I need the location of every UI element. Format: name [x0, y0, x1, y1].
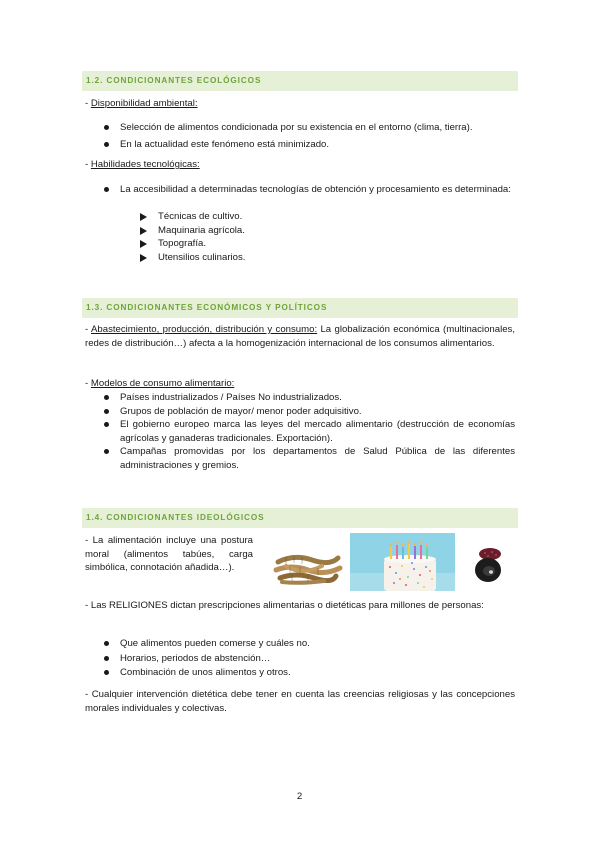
list-item: [100, 445, 515, 472]
list-item: [100, 405, 515, 419]
dash: -: [85, 98, 91, 109]
list-item-text: En la actualidad este fenómeno está minimizado.: [120, 138, 330, 150]
list-item-text: Horarios, periodos de abstención…: [120, 652, 271, 664]
bullet-icon: [104, 422, 109, 427]
bullet-icon: [104, 656, 109, 661]
habilidades-title: [85, 158, 515, 172]
modelos-label: Modelos de consumo alimentario:: [90, 378, 235, 389]
list-item: [100, 666, 515, 680]
list-item-text: Campañas promovidas por los departamentos de Salud Pública de las diferentes administraciones y gremios.: [120, 446, 515, 471]
list-item-text: El gobierno europeo marca las leyes del mercado alimentario (destrucción de economías agrícolas y ganaderas tradicionales. Exportación).: [120, 419, 515, 444]
sublist-item: [138, 210, 245, 224]
birthday-cake-image: [350, 533, 455, 591]
list-item-text: Grupos de población de mayor/ menor poder adquisitivo.: [120, 405, 362, 417]
list-item-text: Combinación de unos alimentos y otros.: [120, 667, 291, 679]
sublist-item: [138, 251, 245, 265]
bullet-icon: [104, 142, 109, 147]
sublist-item: [138, 224, 245, 238]
bullet-icon: [104, 449, 109, 454]
arrow-bullet-icon: [140, 213, 147, 221]
bullet-icon: [104, 187, 109, 192]
list-item: [100, 652, 515, 666]
bullet-icon: [104, 125, 109, 130]
arrow-bullet-icon: [140, 227, 147, 235]
sublist-item-text: Maquinaria agrícola.: [158, 224, 245, 236]
arrow-bullet-icon: [140, 254, 147, 262]
abastecimiento-label: Abastecimiento, producción, distribución y consumo:: [91, 324, 318, 335]
sublist-item-text: Utensilios culinarios.: [158, 251, 246, 263]
religiones-paragraph: - Las RELIGIONES dictan prescripciones alimentarias o dietéticas para millones de personas:: [85, 600, 484, 611]
list-item: [100, 183, 515, 197]
abastecimiento-text: La globalización económica (multinacionales, redes de distribución…) afecta a la homogenización internacional de los consumos alimentarios.: [85, 324, 516, 349]
section-heading-1-2: 1.2. CONDICIONANTES ECOLÓGICOS: [82, 71, 518, 91]
list-item: [100, 637, 515, 651]
disponibilidad-label: Disponibilidad ambiental:: [90, 98, 198, 109]
list-item: [100, 138, 515, 152]
insect-larvae-image: [272, 548, 344, 588]
bullet-icon: [104, 395, 109, 400]
bullet-icon: [104, 670, 109, 675]
list-item-text: La accesibilidad a determinadas tecnologías de obtención y procesamiento es determinada:: [120, 184, 511, 195]
list-item-text: Selección de alimentos condicionada por su existencia en el entorno (clima, tierra).: [120, 122, 473, 133]
bullet-icon: [104, 409, 109, 414]
habilidades-label: Habilidades tecnológicas:: [90, 159, 200, 170]
sublist-item: [138, 237, 245, 251]
sublist-item-text: Técnicas de cultivo.: [158, 211, 243, 222]
modelos-list: [100, 391, 515, 473]
dash: -: [85, 324, 92, 335]
list-item-text: Que alimentos pueden comerse y cuáles no.: [120, 638, 310, 649]
final-paragraph: - Cualquier intervención dietética debe tener en cuenta las creencias religiosas y las concepciones morales individuales y colectivas.: [85, 689, 515, 714]
page-number: 2: [296, 791, 303, 802]
section-heading-1-4: 1.4. CONDICIONANTES IDEOLÓGICOS: [82, 508, 518, 528]
disponibilidad-title: [85, 97, 515, 111]
dash: -: [85, 159, 91, 170]
habilidades-list: [100, 183, 515, 197]
dash: -: [85, 378, 91, 389]
abastecimiento-paragraph: [85, 323, 515, 350]
list-item: [100, 121, 515, 135]
habilidades-sublist: [138, 210, 245, 264]
list-item: [100, 418, 515, 445]
list-item-text: Países industrializados / Países No industrializados.: [120, 392, 342, 403]
disponibilidad-list: [100, 121, 515, 151]
religiones-list: [100, 637, 515, 680]
section-heading-1-3: 1.3. CONDICIONANTES ECONÓMICOS Y POLÍTICOS: [82, 298, 518, 318]
arrow-bullet-icon: [140, 240, 147, 248]
list-item: [100, 391, 515, 405]
bullet-icon: [104, 641, 109, 646]
black-pudding-image: [470, 544, 508, 586]
modelos-title: [85, 377, 515, 391]
sublist-item-text: Topografía.: [158, 238, 207, 250]
moral-paragraph: - La alimentación incluye una postura moral (alimentos tabúes, carga simbólica, connotación añadida…).: [85, 535, 253, 574]
